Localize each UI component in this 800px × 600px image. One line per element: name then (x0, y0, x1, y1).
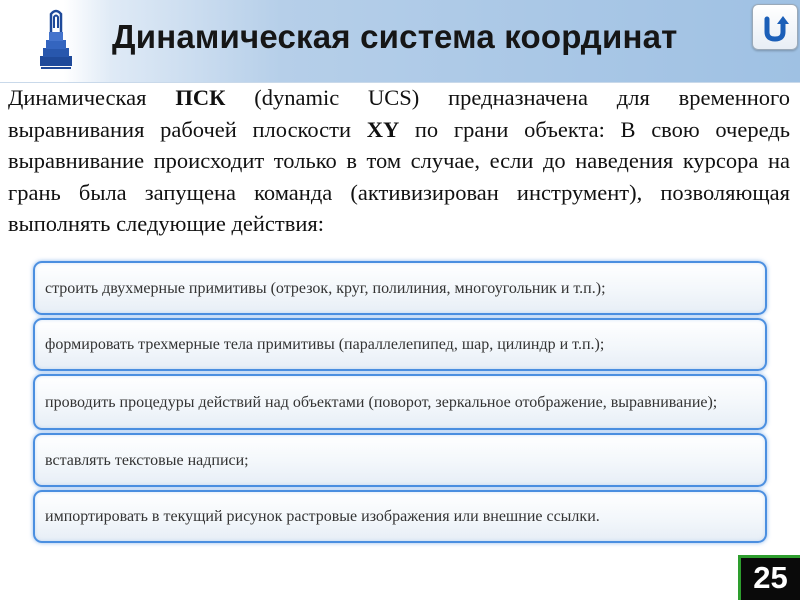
list-item (33, 374, 767, 430)
page-number: 25 (753, 560, 788, 595)
return-button[interactable] (752, 4, 798, 50)
page-number-badge (738, 555, 800, 600)
list-item-text: импортировать в текущий рисунок растровые изображения или внешние ссылки. (45, 508, 600, 525)
slide-header (0, 0, 800, 83)
intro-bold-xy: XY (366, 116, 400, 142)
list-item (33, 490, 767, 543)
intro-text: по грани объекта: В свою очередь выравнивание происходит только в том случае, если до наведения курсора на грань была запущена команда (активизирован инструмент), позволяющая выполнять следующие действия: (8, 116, 791, 236)
list-item-text: вставлять текстовые надписи; (45, 451, 249, 469)
list-item (33, 318, 767, 371)
slide-title: Динамическая система координат (112, 18, 678, 55)
actions-list (33, 261, 767, 546)
intro-text: Динамическая (8, 85, 176, 110)
list-item-text: формировать трехмерные тела примитивы (параллелепипед, шар, цилиндр и т.п.); (45, 336, 605, 353)
list-item-text: строить двухмерные примитивы (отрезок, круг, полилиния, многоугольник и т.п.); (45, 279, 606, 297)
intro-text: (dynamic UCS) предназначена для временного выравнивания рабочей плоскости (8, 85, 790, 142)
stacked-pages-logo-icon (38, 6, 74, 70)
list-item (33, 433, 767, 487)
intro-paragraph (8, 82, 790, 240)
intro-bold-psk: ПСК (175, 85, 226, 110)
list-item-text: проводить процедуры действий над объектами (поворот, зеркальное отображение, выравнивание); (45, 393, 718, 411)
list-item (33, 261, 767, 315)
